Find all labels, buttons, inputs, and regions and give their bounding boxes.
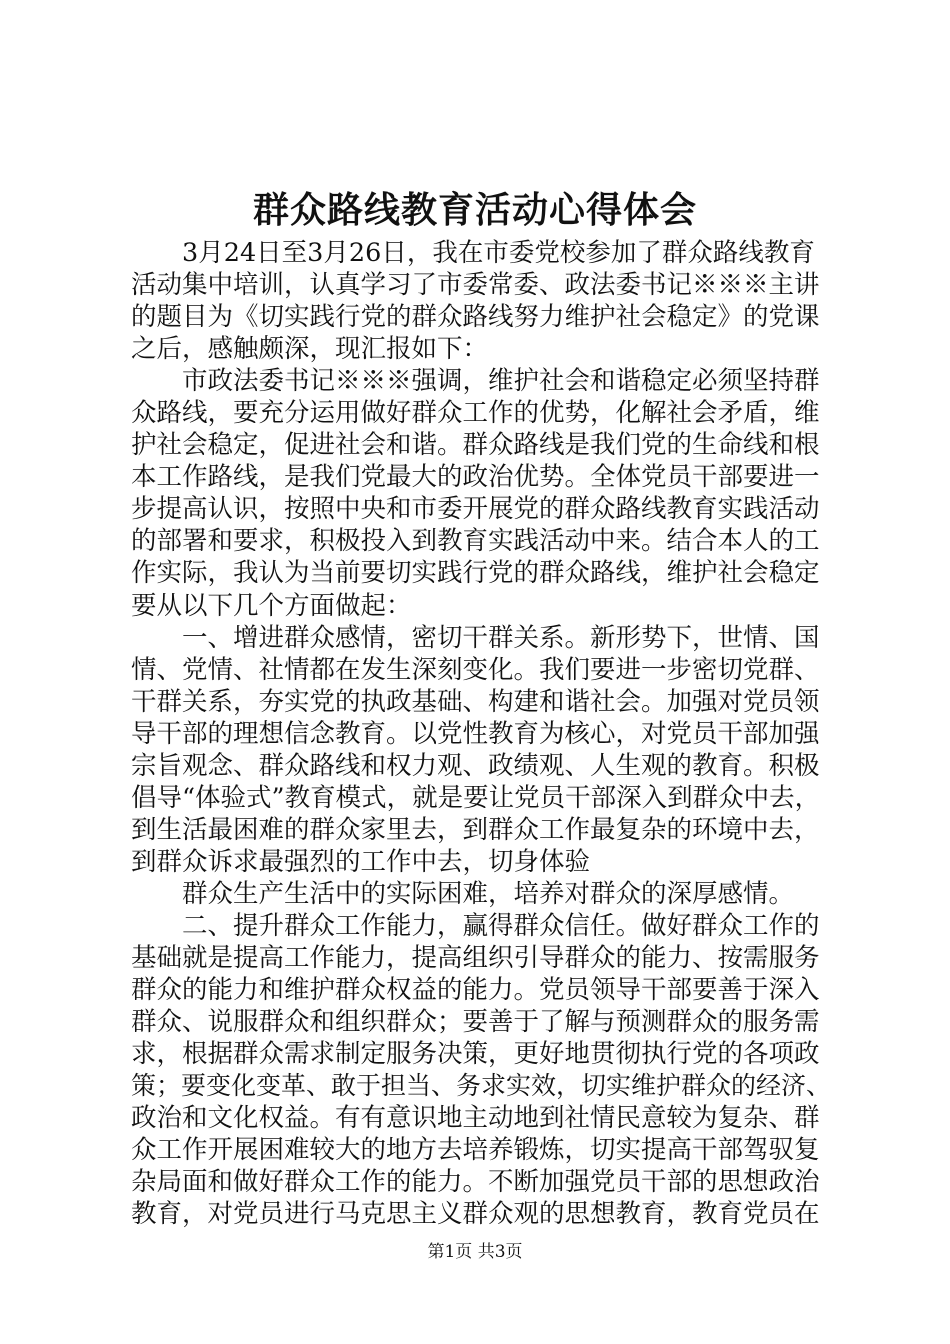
page-footer: 第1页 共3页	[427, 1242, 523, 1262]
body-line: 导干部的理想信念教育。以党性教育为核心，对党员干部加强	[131, 718, 820, 749]
body-line: 杂局面和做好群众工作的能力。不断加强党员干部的思想政治	[131, 1167, 820, 1198]
document-title: 群众路线教育活动心得体会	[252, 189, 697, 231]
body-line: 3月24日至3月26日，我在市委党校参加了群众路线教育	[131, 238, 815, 268]
body-line: 群众的能力和维护群众权益的能力。党员领导干部要善于深入	[131, 975, 820, 1006]
body-line: 情、党情、社情都在发生深刻变化。我们要进一步密切党群、	[131, 654, 820, 685]
body-line: 干群关系，夯实党的执政基础、构建和谐社会。加强对党员领	[131, 686, 820, 717]
body-line: 宗旨观念、群众路线和权力观、政绩观、人生观的教育。积极	[131, 750, 820, 781]
body-line: 教育，对党员进行马克思主义群众观的思想教育，教育党员在	[131, 1199, 820, 1230]
body-line: 到生活最困难的群众家里去，到群众工作最复杂的环境中去，	[131, 814, 820, 845]
body-line: 步提高认识，按照中央和市委开展党的群众路线教育实践活动	[131, 494, 820, 525]
body-line: 的题目为《切实践行党的群众路线努力维护社会稳定》的党课	[131, 302, 820, 333]
body-line: 群众生产生活中的实际困难，培养对群众的深厚感情。	[131, 878, 795, 909]
body-line: 活动集中培训，认真学习了市委常委、政法委书记※※※主讲	[131, 270, 820, 301]
body-line: 众工作开展困难较大的地方去培养锻炼，切实提高干部驾驭复	[131, 1135, 820, 1166]
body-line: 之后，感触颇深，现汇报如下：	[131, 334, 489, 365]
body-line: 护社会稳定，促进社会和谐。群众路线是我们党的生命线和根	[131, 430, 820, 461]
body-line: 的部署和要求，积极投入到教育实践活动中来。结合本人的工	[131, 526, 820, 557]
document-body	[131, 237, 831, 1230]
body-line: 本工作路线，是我们党最大的政治优势。全体党员干部要进一	[131, 462, 820, 493]
body-line: 政治和文化权益。有有意识地主动地到社情民意较为复杂、群	[131, 1103, 820, 1134]
body-line: 倡导“体验式”教育模式，就是要让党员干部深入到群众中去，	[131, 782, 821, 813]
body-line: 求，根据群众需求制定服务决策，更好地贯彻执行党的各项政	[131, 1039, 820, 1070]
body-line: 众路线，要充分运用做好群众工作的优势，化解社会矛盾，维	[131, 398, 820, 429]
body-line: 群众、说服群众和组织群众；要善于了解与预测群众的服务需	[131, 1007, 820, 1038]
body-line: 二、提升群众工作能力，赢得群众信任。做好群众工作的	[131, 910, 820, 941]
body-line: 要从以下几个方面做起：	[131, 590, 412, 621]
body-line: 一、增进群众感情，密切干群关系。新形势下，世情、国	[131, 622, 820, 653]
body-line: 策；要变化变革、敢于担当、务求实效，切实维护群众的经济、	[131, 1071, 832, 1101]
body-line: 到群众诉求最强烈的工作中去，切身体验	[131, 846, 591, 877]
body-line: 作实际，我认为当前要切实践行党的群众路线，维护社会稳定	[131, 558, 820, 589]
body-line: 市政法委书记※※※强调，维护社会和谐稳定必须坚持群	[131, 366, 820, 397]
body-line: 基础就是提高工作能力，提高组织引导群众的能力、按需服务	[131, 943, 820, 974]
